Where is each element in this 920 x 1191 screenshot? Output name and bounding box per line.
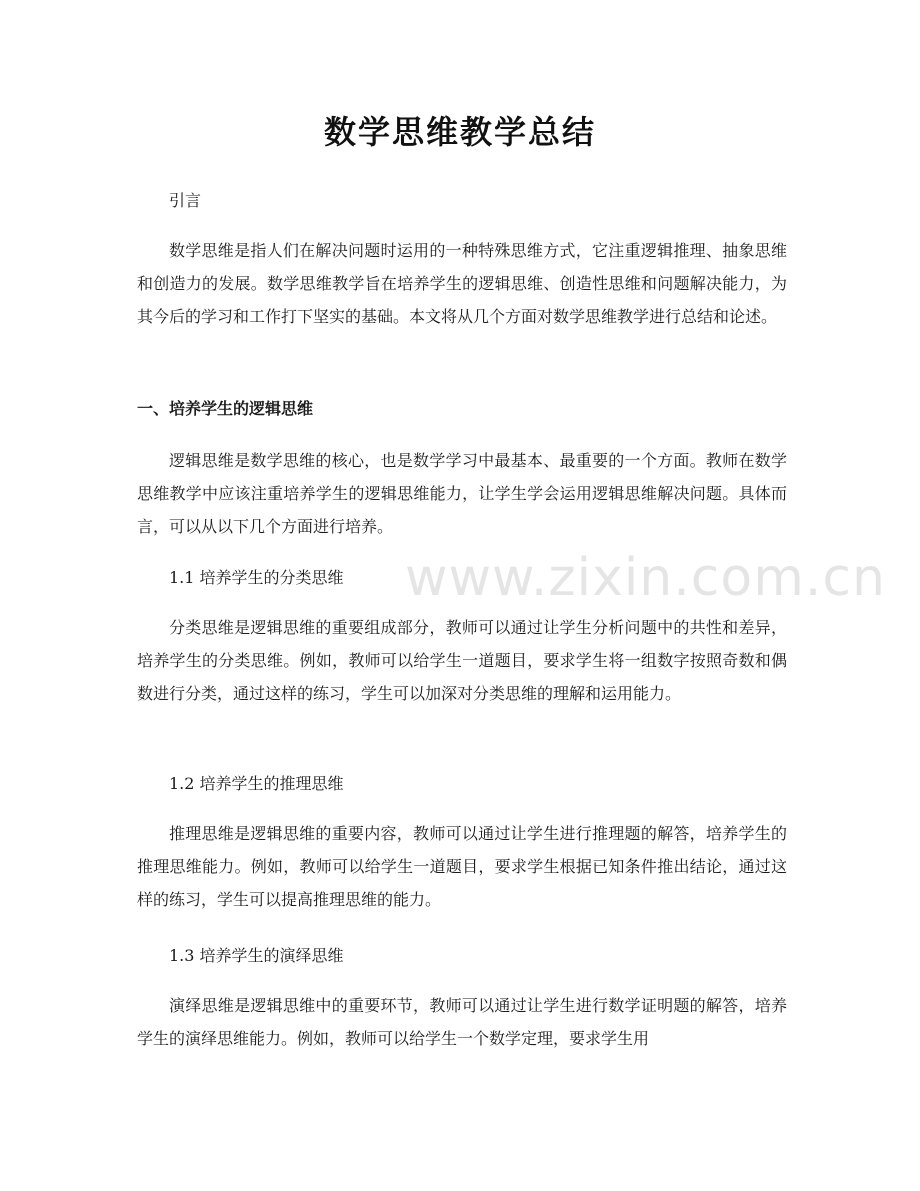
subsection-1-2-paragraph: 推理思维是逻辑思维的重要内容，教师可以通过让学生进行推理题的解答，培养学生的推理思维能力。例如，教师可以给学生一道题目，要求学生根据已知条件推出结论，通过这样的练习，学生可以提高推理思维的能力。 — [137, 824, 787, 909]
document-title: 数学思维教学总结 — [323, 113, 596, 151]
section-1-heading: 一、培养学生的逻辑思维 — [137, 399, 314, 418]
watermark: www.zixin.com.cn — [405, 548, 886, 608]
subsection-1-2-label: 1.2 培养学生的推理思维 — [169, 774, 344, 793]
subsection-1-3-paragraph: 演绎思维是逻辑思维中的重要环节，教师可以通过让学生进行数学证明题的解答，培养学生的演绎思维能力。例如，教师可以给学生一个数学定理，要求学生用 — [137, 996, 787, 1048]
subsection-1-1-paragraph: 分类思维是逻辑思维的重要组成部分，教师可以通过让学生分析问题中的共性和差异，培养学生的分类思维。例如，教师可以给学生一道题目，要求学生将一组数字按照奇数和偶数进行分类，通过这样的练习，学生可以加深对分类思维的理解和运用能力。 — [137, 618, 787, 703]
subsection-1-1-label: 1.1 培养学生的分类思维 — [169, 568, 344, 587]
subsection-1-3-label: 1.3 培养学生的演绎思维 — [169, 946, 344, 965]
intro-paragraph: 数学思维是指人们在解决问题时运用的一种特殊思维方式，它注重逻辑推理、抽象思维和创造力的发展。数学思维教学旨在培养学生的逻辑思维、创造性思维和问题解决能力，为其今后的学习和工作打下坚实的基础。本文将从几个方面对数学思维教学进行总结和论述。 — [137, 241, 787, 326]
intro-label: 引言 — [169, 191, 202, 210]
section-1-paragraph: 逻辑思维是数学思维的核心，也是数学学习中最基本、最重要的一个方面。教师在数学思维教学中应该注重培养学生的逻辑思维能力，让学生学会运用逻辑思维解决问题。具体而言，可以从以下几个方面进行培养。 — [137, 451, 787, 536]
